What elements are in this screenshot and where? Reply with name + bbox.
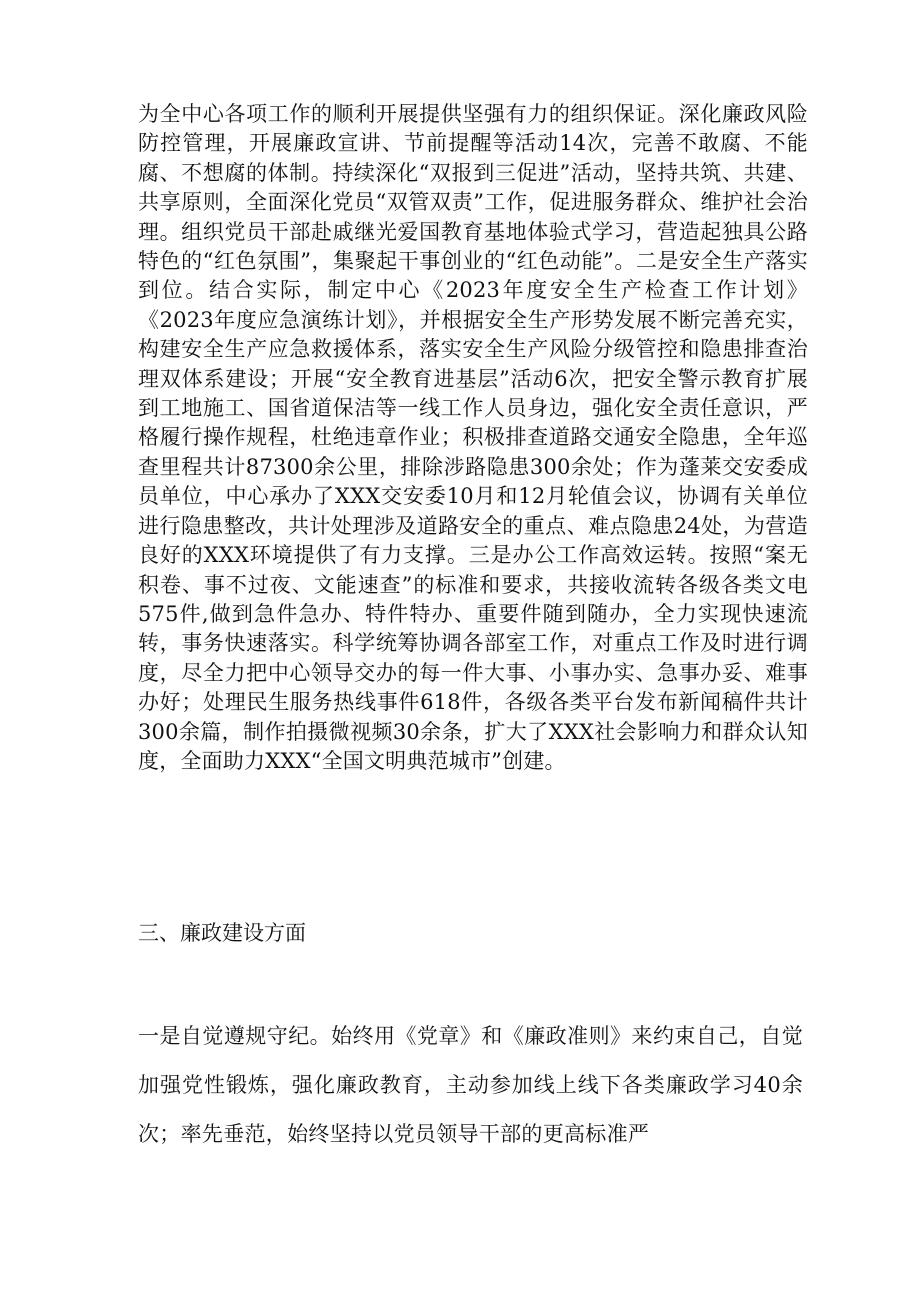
body-paragraph-continued: 为全中心各项工作的顺利开展提供坚强有力的组织保证。深化廉政风险防控管理，开展廉政宣讲、节前提醒等活动14次，完善不敢腐、不能腐、不想腐的体制。持续深化“双报到三促进”活动，坚持共筑、共建、共享原则，全面深化党员“双管双责”工作，促进服务群众、维护社会治理。组织党员干部赴戚继光爱国教育基地体验式学习，营造起独具公路特色的“红色氛围”，集聚起干事创业的“红色动能”。二是安全生产落实到位。结合实际，制定中心《2023年度安全生产检查工作计划》《2023年度应急演练计划》，并根据安全生产形势发展不断完善充实，构建安全生产应急救援体系，落实安全生产风险分级管控和隐患排查治理双体系建设；开展“安全教育进基层”活动6次，把安全警示教育扩展到工地施工、国省道保洁等一线工作人员身边，强化安全责任意识，严格履行操作规程，杜绝违章作业；积极排查道路交通安全隐患，全年巡查里程共计87300余公里，排除涉路隐患300余处；作为蓬莱交安委成员单位，中心承办了XXX交安委10月和12月轮值会议，协调有关单位进行隐患整改，共计处理涉及道路安全的重点、难点隐患24处，为营造良好的XXX环境提供了有力支撑。三是办公工作高效运转。按照“案无积卷、事不过夜、文能速查”的标准和要求，共接收流转各级各类文电575件,做到急件急办、特件特办、重要件随到随办，全力实现快速流转，事务快速落实。科学统筹协调各部室工作，对重点工作及时进行调度，尽全力把中心领导交办的每一件大事、小事办实、急事办妥、难事办好；处理民生服务热线事件618件，各级各类平台发布新闻稿件共计300余篇，制作拍摄微视频30余条，扩大了XXX社会影响力和群众认知度，全面助力XXX“全国文明典范城市”创建。 (138, 102, 808, 773)
section-heading: 三、廉政建设方面 (138, 921, 306, 945)
body-paragraph-section3: 一是自觉遵规守纪。始终用《党章》和《廉政准则》来约束自己，自觉加强党性锻炼，强化廉政教育，主动参加线上线下各类廉政学习40余次；率先垂范，始终坚持以党员领导干部的更高标准严 (138, 1024, 803, 1146)
